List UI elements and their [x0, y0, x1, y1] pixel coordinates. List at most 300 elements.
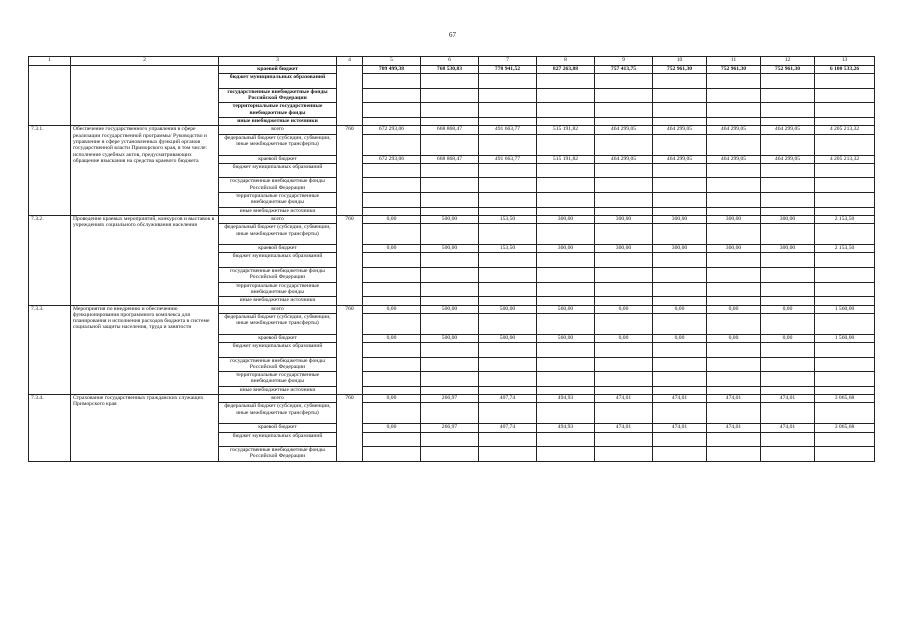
value-cell — [537, 193, 595, 208]
value-cell — [815, 134, 875, 155]
funding-source: территориальные государственные внебюджетные фонды — [219, 103, 337, 118]
value-cell: 1 560,00 — [815, 305, 875, 313]
item-name-cell — [71, 66, 219, 126]
value-cell: 266,97 — [421, 395, 479, 403]
value-cell — [537, 224, 595, 245]
value-cell — [761, 193, 815, 208]
item-name: Мероприятия по внедрению и обеспечению функционирования программного комплекса для планирования и исполнения расходов бюджета в системе социальной защиты населения, труда и занятости — [71, 305, 219, 395]
value-cell — [707, 403, 761, 424]
value-cell — [761, 313, 815, 334]
value-cell: 491 663,77 — [479, 126, 537, 134]
value-cell — [707, 282, 761, 297]
value-cell — [761, 178, 815, 193]
value-cell — [363, 88, 421, 103]
value-cell — [595, 313, 653, 334]
value-cell — [479, 253, 537, 268]
value-cell — [363, 357, 421, 372]
value-cell — [761, 372, 815, 387]
item-code: 7.3.1. — [29, 126, 71, 216]
value-cell: 474,01 — [761, 395, 815, 403]
value-cell: 0,00 — [363, 334, 421, 342]
table-row — [29, 305, 875, 313]
value-cell: 2 153,50 — [815, 245, 875, 253]
value-cell — [653, 134, 707, 155]
value-cell: 752 961,30 — [707, 66, 761, 74]
value-cell: 464 299,05 — [761, 126, 815, 134]
value-cell — [595, 193, 653, 208]
value-cell: 768 530,83 — [421, 66, 479, 74]
funding-source: федеральный бюджет (субсидии, субвенции, иные межбюджетные трансферты) — [219, 403, 337, 424]
column-header: 6 — [421, 57, 479, 66]
value-cell — [595, 134, 653, 155]
value-cell — [815, 386, 875, 394]
value-cell — [815, 74, 875, 89]
item-code: 7.3.4. — [29, 395, 71, 462]
value-cell: 300,00 — [653, 245, 707, 253]
value-cell — [653, 342, 707, 357]
value-cell — [653, 193, 707, 208]
value-cell — [707, 268, 761, 283]
value-cell: 300,00 — [595, 245, 653, 253]
value-cell: 464 299,05 — [707, 126, 761, 134]
value-cell — [479, 313, 537, 334]
value-cell: 709 499,38 — [363, 66, 421, 74]
value-cell — [537, 342, 595, 357]
funding-source: государственные внебюджетные фонды Российской Федерации — [219, 357, 337, 372]
funding-source: всего — [219, 126, 337, 134]
value-cell — [815, 207, 875, 215]
value-cell — [595, 372, 653, 387]
funding-source: краевой бюджет — [219, 66, 337, 74]
value-cell — [537, 447, 595, 462]
value-cell — [815, 313, 875, 334]
funding-source: краевой бюджет — [219, 424, 337, 432]
value-cell — [421, 282, 479, 297]
funding-source: краевой бюджет — [219, 334, 337, 342]
value-cell — [479, 118, 537, 126]
value-cell: 4 205 213,32 — [815, 155, 875, 163]
value-cell — [707, 297, 761, 305]
column-header: 10 — [653, 57, 707, 66]
value-cell — [537, 253, 595, 268]
value-cell: 778 941,52 — [479, 66, 537, 74]
value-cell — [595, 386, 653, 394]
value-cell — [761, 282, 815, 297]
table-row — [29, 66, 875, 74]
value-cell — [815, 282, 875, 297]
value-cell — [653, 282, 707, 297]
value-cell: 757 413,75 — [595, 66, 653, 74]
funding-source: бюджет муниципальных образований — [219, 342, 337, 357]
value-cell — [537, 207, 595, 215]
value-cell: 672 293,06 — [363, 155, 421, 163]
value-cell: 500,00 — [421, 334, 479, 342]
funding-source: краевой бюджет — [219, 155, 337, 163]
value-cell — [815, 297, 875, 305]
value-cell — [707, 163, 761, 178]
funding-source: федеральный бюджет (субсидии, субвенции, иные межбюджетные трансферты) — [219, 313, 337, 334]
value-cell — [421, 357, 479, 372]
value-cell — [707, 193, 761, 208]
funding-source: государственные внебюджетные фонды Российской Федерации — [219, 447, 337, 462]
value-cell — [653, 88, 707, 103]
value-cell — [595, 342, 653, 357]
value-cell — [537, 103, 595, 118]
value-cell — [537, 282, 595, 297]
value-cell — [815, 178, 875, 193]
value-cell — [707, 447, 761, 462]
value-cell: 491 663,77 — [479, 155, 537, 163]
value-cell — [653, 372, 707, 387]
value-cell — [653, 357, 707, 372]
value-cell: 752 961,30 — [761, 66, 815, 74]
value-cell — [815, 163, 875, 178]
value-cell — [761, 342, 815, 357]
value-cell — [595, 178, 653, 193]
value-cell — [421, 74, 479, 89]
value-cell — [595, 253, 653, 268]
value-cell: 1 560,00 — [815, 334, 875, 342]
value-cell — [595, 118, 653, 126]
value-cell — [761, 403, 815, 424]
value-cell — [653, 447, 707, 462]
value-cell — [653, 74, 707, 89]
value-cell — [363, 372, 421, 387]
value-cell: 474,01 — [595, 424, 653, 432]
value-cell — [815, 342, 875, 357]
value-cell — [815, 268, 875, 283]
value-cell — [707, 313, 761, 334]
value-cell — [707, 134, 761, 155]
value-cell — [363, 268, 421, 283]
value-cell — [761, 103, 815, 118]
value-cell — [653, 268, 707, 283]
value-cell — [421, 372, 479, 387]
value-cell: 464 299,05 — [653, 126, 707, 134]
value-cell: 752 961,30 — [653, 66, 707, 74]
value-cell — [815, 253, 875, 268]
value-cell: 266,97 — [421, 424, 479, 432]
value-cell: 474,01 — [653, 395, 707, 403]
value-cell — [479, 134, 537, 155]
funding-source: территориальные государственные внебюджетные фонды — [219, 282, 337, 297]
value-cell — [363, 193, 421, 208]
value-cell: 500,00 — [479, 334, 537, 342]
funding-source: бюджет муниципальных образований — [219, 163, 337, 178]
value-cell — [815, 372, 875, 387]
value-cell — [595, 432, 653, 447]
value-cell — [595, 268, 653, 283]
funding-source: государственные внебюджетные фонды Российской Федерации — [219, 268, 337, 283]
table-row — [29, 215, 875, 223]
value-cell — [653, 253, 707, 268]
column-header: 12 — [761, 57, 815, 66]
value-cell: 474,01 — [761, 424, 815, 432]
value-cell — [363, 432, 421, 447]
value-cell — [815, 88, 875, 103]
grbs-code: 760 — [337, 305, 363, 395]
column-header: 3 — [219, 57, 337, 66]
value-cell — [479, 224, 537, 245]
page-number: 67 — [449, 31, 456, 39]
value-cell — [595, 163, 653, 178]
value-cell: 300,00 — [595, 215, 653, 223]
value-cell — [537, 178, 595, 193]
value-cell — [421, 297, 479, 305]
value-cell — [363, 313, 421, 334]
item-name: Страхование государственных гражданских служащих Приморского края — [71, 395, 219, 462]
grbs-code: 760 — [337, 126, 363, 216]
value-cell — [595, 357, 653, 372]
value-cell: 474,01 — [707, 395, 761, 403]
value-cell: 2 153,50 — [815, 215, 875, 223]
value-cell — [363, 134, 421, 155]
value-cell — [479, 74, 537, 89]
value-cell: 560,00 — [537, 305, 595, 313]
column-header: 4 — [337, 57, 363, 66]
value-cell — [479, 297, 537, 305]
value-cell — [421, 447, 479, 462]
value-cell — [421, 342, 479, 357]
value-cell — [761, 88, 815, 103]
value-cell — [363, 447, 421, 462]
value-cell — [595, 103, 653, 118]
value-cell: 474,01 — [653, 424, 707, 432]
value-cell: 494,93 — [537, 424, 595, 432]
value-cell — [707, 253, 761, 268]
value-cell — [537, 372, 595, 387]
value-cell: 300,00 — [537, 215, 595, 223]
funding-source: федеральный бюджет (субсидии, субвенции, иные межбюджетные трансферты) — [219, 224, 337, 245]
value-cell — [479, 386, 537, 394]
value-cell: 0,00 — [761, 305, 815, 313]
value-cell — [363, 163, 421, 178]
column-header: 5 — [363, 57, 421, 66]
value-cell — [363, 178, 421, 193]
value-cell — [595, 224, 653, 245]
value-cell — [653, 163, 707, 178]
item-code: 7.3.3. — [29, 305, 71, 395]
funding-source: иные внебюджетные источники — [219, 297, 337, 305]
value-cell — [707, 386, 761, 394]
column-header: 2 — [71, 57, 219, 66]
value-cell: 464 299,05 — [595, 126, 653, 134]
value-cell — [815, 432, 875, 447]
value-cell — [761, 118, 815, 126]
value-cell: 6 100 533,26 — [815, 66, 875, 74]
value-cell: 474,01 — [595, 395, 653, 403]
value-cell — [707, 74, 761, 89]
value-cell: 407,74 — [479, 424, 537, 432]
value-cell — [653, 386, 707, 394]
value-cell — [537, 403, 595, 424]
value-cell: 153,50 — [479, 245, 537, 253]
value-cell — [707, 103, 761, 118]
value-cell — [761, 386, 815, 394]
value-cell: 407,74 — [479, 395, 537, 403]
column-header: 7 — [479, 57, 537, 66]
grbs-code: 760 — [337, 215, 363, 305]
table-row — [29, 395, 875, 403]
value-cell — [653, 224, 707, 245]
value-cell — [707, 207, 761, 215]
value-cell — [479, 447, 537, 462]
value-cell — [707, 224, 761, 245]
value-cell: 300,00 — [761, 215, 815, 223]
value-cell — [815, 103, 875, 118]
value-cell — [479, 178, 537, 193]
value-cell — [595, 282, 653, 297]
funding-source: всего — [219, 305, 337, 313]
value-cell — [537, 313, 595, 334]
funding-source: территориальные государственные внебюджетные фонды — [219, 372, 337, 387]
value-cell — [479, 282, 537, 297]
value-cell — [595, 74, 653, 89]
value-cell — [653, 432, 707, 447]
budget-table — [28, 56, 875, 462]
value-cell — [761, 74, 815, 89]
value-cell — [421, 432, 479, 447]
value-cell — [815, 193, 875, 208]
value-cell — [537, 88, 595, 103]
value-cell — [479, 207, 537, 215]
value-cell — [421, 163, 479, 178]
funding-source: иные внебюджетные источники — [219, 118, 337, 126]
funding-source: всего — [219, 395, 337, 403]
value-cell — [653, 118, 707, 126]
value-cell: 0,00 — [595, 334, 653, 342]
value-cell — [707, 372, 761, 387]
value-cell: 300,00 — [653, 215, 707, 223]
value-cell — [707, 432, 761, 447]
value-cell: 0,00 — [363, 424, 421, 432]
value-cell — [537, 268, 595, 283]
value-cell: 0,00 — [595, 305, 653, 313]
value-cell — [761, 357, 815, 372]
value-cell — [479, 342, 537, 357]
value-cell — [815, 224, 875, 245]
value-cell — [595, 297, 653, 305]
value-cell — [537, 297, 595, 305]
value-cell — [363, 297, 421, 305]
value-cell — [537, 134, 595, 155]
value-cell — [421, 403, 479, 424]
value-cell — [363, 103, 421, 118]
value-cell: 0,00 — [653, 305, 707, 313]
value-cell — [761, 447, 815, 462]
value-cell — [653, 313, 707, 334]
value-cell: 0,00 — [363, 305, 421, 313]
value-cell: 464 299,05 — [707, 155, 761, 163]
value-cell — [421, 103, 479, 118]
column-header-row — [29, 57, 875, 66]
value-cell — [707, 88, 761, 103]
table-row — [29, 126, 875, 134]
column-header: 13 — [815, 57, 875, 66]
value-cell: 0,00 — [363, 215, 421, 223]
value-cell — [761, 432, 815, 447]
value-cell: 300,00 — [761, 245, 815, 253]
value-cell: 494,93 — [537, 395, 595, 403]
value-cell — [479, 403, 537, 424]
value-cell — [479, 372, 537, 387]
funding-source: иные внебюджетные источники — [219, 386, 337, 394]
value-cell — [761, 207, 815, 215]
value-cell — [537, 357, 595, 372]
funding-source: государственные внебюджетные фонды Российской Федерации — [219, 178, 337, 193]
value-cell — [761, 134, 815, 155]
value-cell: 0,00 — [653, 334, 707, 342]
value-cell — [595, 403, 653, 424]
value-cell — [761, 253, 815, 268]
value-cell: 500,00 — [479, 305, 537, 313]
funding-source: территориальные государственные внебюджетные фонды — [219, 193, 337, 208]
value-cell: 300,00 — [707, 215, 761, 223]
funding-source: иные внебюджетные источники — [219, 207, 337, 215]
column-header: 1 — [29, 57, 71, 66]
value-cell: 464 299,05 — [595, 155, 653, 163]
funding-source: бюджет муниципальных образований — [219, 253, 337, 268]
value-cell — [761, 268, 815, 283]
value-cell — [653, 178, 707, 193]
value-cell — [653, 403, 707, 424]
value-cell: 500,00 — [421, 245, 479, 253]
value-cell — [479, 432, 537, 447]
value-cell — [363, 118, 421, 126]
value-cell — [363, 403, 421, 424]
value-cell — [363, 224, 421, 245]
item-name: Проведение краевых мероприятий, конкурсов и выставок в учреждениях социального обслуживания населения — [71, 215, 219, 305]
value-cell — [363, 386, 421, 394]
value-cell — [421, 193, 479, 208]
value-cell — [421, 207, 479, 215]
item-code: 7.3.2. — [29, 215, 71, 305]
value-cell: 500,00 — [421, 215, 479, 223]
value-cell: 3 065,68 — [815, 424, 875, 432]
value-cell: 827 263,88 — [537, 66, 595, 74]
value-cell — [537, 118, 595, 126]
value-cell — [479, 88, 537, 103]
value-cell: 668 868,47 — [421, 126, 479, 134]
column-header: 9 — [595, 57, 653, 66]
value-cell: 0,00 — [363, 395, 421, 403]
value-cell — [595, 88, 653, 103]
value-cell — [815, 357, 875, 372]
value-cell — [363, 342, 421, 357]
value-cell — [363, 282, 421, 297]
funding-source: бюджет муниципальных образований — [219, 74, 337, 89]
value-cell — [421, 178, 479, 193]
value-cell — [479, 193, 537, 208]
value-cell — [537, 74, 595, 89]
column-header: 11 — [707, 57, 761, 66]
value-cell — [595, 207, 653, 215]
value-cell — [479, 268, 537, 283]
value-cell — [363, 74, 421, 89]
funding-source: государственные внебюджетные фонды Российской Федерации — [219, 88, 337, 103]
value-cell — [761, 297, 815, 305]
value-cell — [479, 163, 537, 178]
value-cell: 500,00 — [421, 305, 479, 313]
value-cell — [707, 118, 761, 126]
funding-source: бюджет муниципальных образований — [219, 432, 337, 447]
value-cell — [707, 342, 761, 357]
value-cell: 464 299,05 — [761, 155, 815, 163]
value-cell — [653, 297, 707, 305]
grbs-code: 760 — [337, 395, 363, 462]
value-cell — [815, 403, 875, 424]
value-cell: 515 191,82 — [537, 155, 595, 163]
